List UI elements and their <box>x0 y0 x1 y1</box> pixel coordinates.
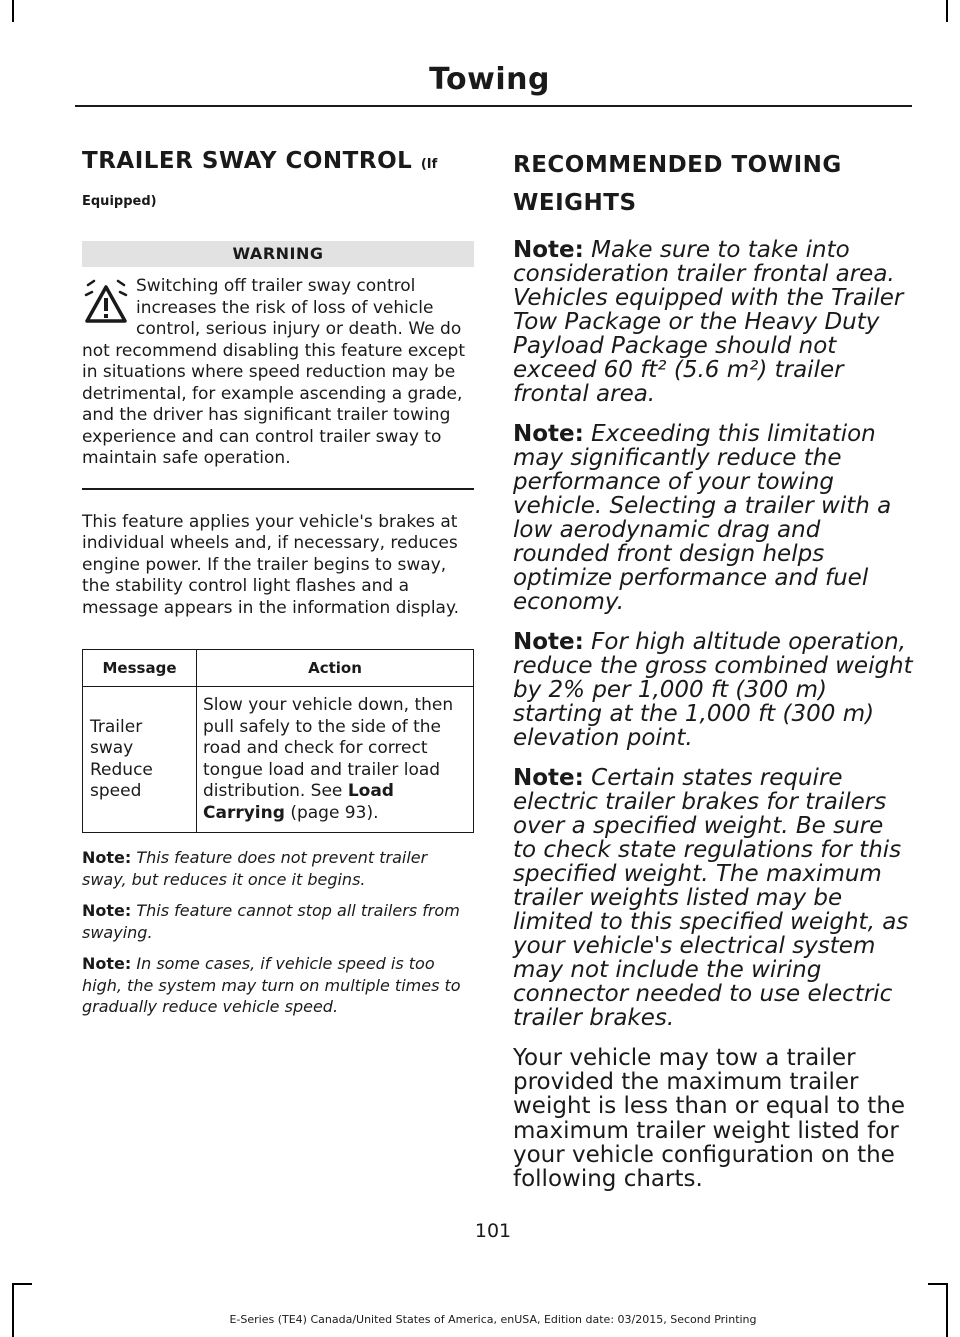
section-heading-trailer-sway <box>82 146 474 180</box>
note-item <box>513 238 913 406</box>
col-message-header: Message <box>83 650 197 687</box>
table-row <box>83 687 474 833</box>
right-column <box>513 140 913 1191</box>
intro-paragraph: This feature applies your vehicle's brakes at individual wheels and, if necessary, reduces engine power. If the trailer begins to sway, the stability control light flashes and a message appears in the information display. <box>82 511 459 618</box>
note-item <box>82 900 474 943</box>
note-item <box>513 422 913 614</box>
col-action-header: Action <box>197 650 474 687</box>
page-reference: (page 93). <box>290 802 379 823</box>
note-label: Note: <box>513 421 584 447</box>
crop-mark <box>928 1283 948 1285</box>
cell-action-text: Slow your vehicle down, then pull safely to the side of the road and check for correct tongue load and trailer load distribution. See <box>203 695 454 801</box>
warning-triangle-icon <box>84 279 128 325</box>
note-item <box>82 847 474 890</box>
note-label: Note: <box>513 237 584 263</box>
closing-paragraph: Your vehicle may tow a trailer provided the maximum trailer weight is less than or equal to the maximum trailer weight listed for your vehicle configuration on the following charts. <box>513 1045 906 1193</box>
crop-mark <box>12 0 14 22</box>
note-text: Make sure to take into consideration trailer frontal area. Vehicles equipped with the Trailer Tow Package or the Heavy Duty Payload Package should not exceed 60 ft² (5.6 m²) trailer frontal area. <box>513 237 904 407</box>
warning-body <box>82 276 474 470</box>
page-number: 101 <box>474 1220 512 1242</box>
cell-message: Trailer sway Reduce speed <box>83 687 197 833</box>
footer-text: E-Series (TE4) Canada/United States of America, enUSA, Edition date: 03/2015, Second Printing <box>229 1313 757 1326</box>
header-rule <box>75 105 912 107</box>
load-carrying-link[interactable]: Load Carrying <box>203 781 394 823</box>
heading-text: TRAILER SWAY CONTROL <box>82 148 413 174</box>
note-text: For high altitude operation, reduce the gross combined weight by 2% per 1,000 ft (300 m) starting at the 1,000 ft (300 m) elevation point. <box>513 629 913 751</box>
note-text: Exceeding this limitation may significantly reduce the performance of your towing vehicle. Selecting a trailer with a low aerodynamic drag and rounded front design helps optimize performance and fuel economy. <box>513 421 892 615</box>
warning-text: Switching off trailer sway control increases the risk of loss of vehicle control, serious injury or death. We do not recommend disabling this feature except in situations where speed reduction may be detrimental, for example ascending a grade, and the driver has significant trailer towing experience and can control trailer sway to maintain safe operation. <box>82 276 465 468</box>
note-item <box>513 766 913 1030</box>
note-label: Note: <box>513 629 584 655</box>
note-label: Note: <box>513 765 584 791</box>
note-item <box>513 630 913 750</box>
note-text: This feature cannot stop all trailers from swaying. <box>82 901 460 942</box>
cell-action <box>197 687 474 833</box>
warning-label: WARNING <box>82 241 474 267</box>
left-column <box>82 140 474 1018</box>
note-label: Note: <box>82 954 132 973</box>
note-text: This feature does not prevent trailer sway, but reduces it once it begins. <box>82 848 428 889</box>
warning-rule <box>82 488 474 490</box>
message-table <box>82 649 474 833</box>
crop-mark <box>946 0 948 22</box>
note-text: Certain states require electric trailer brakes for trailers over a specified weight. Be sure to check state regulations for this specified weight. The maximum trailer weights listed may be limited to this specified weight, as your vehicle's electrical system may not include the wiring connector needed to use electric trailer brakes. <box>513 765 909 1031</box>
page-header-title: Towing <box>429 62 550 97</box>
left-notes <box>82 847 474 1018</box>
crop-mark <box>12 1283 32 1285</box>
note-item <box>82 953 474 1018</box>
crop-mark <box>946 1283 948 1337</box>
table-header-row <box>83 650 474 687</box>
note-label: Note: <box>82 848 132 867</box>
heading-equipped: Equipped) <box>82 194 157 209</box>
note-label: Note: <box>82 901 132 920</box>
heading-if-text: (If <box>420 157 438 172</box>
note-text: In some cases, if vehicle speed is too high, the system may turn on multiple times to gradually reduce vehicle speed. <box>82 954 461 1016</box>
section-heading-towing-weights: RECOMMENDED TOWING WEIGHTS <box>513 152 842 216</box>
crop-mark <box>12 1283 14 1337</box>
